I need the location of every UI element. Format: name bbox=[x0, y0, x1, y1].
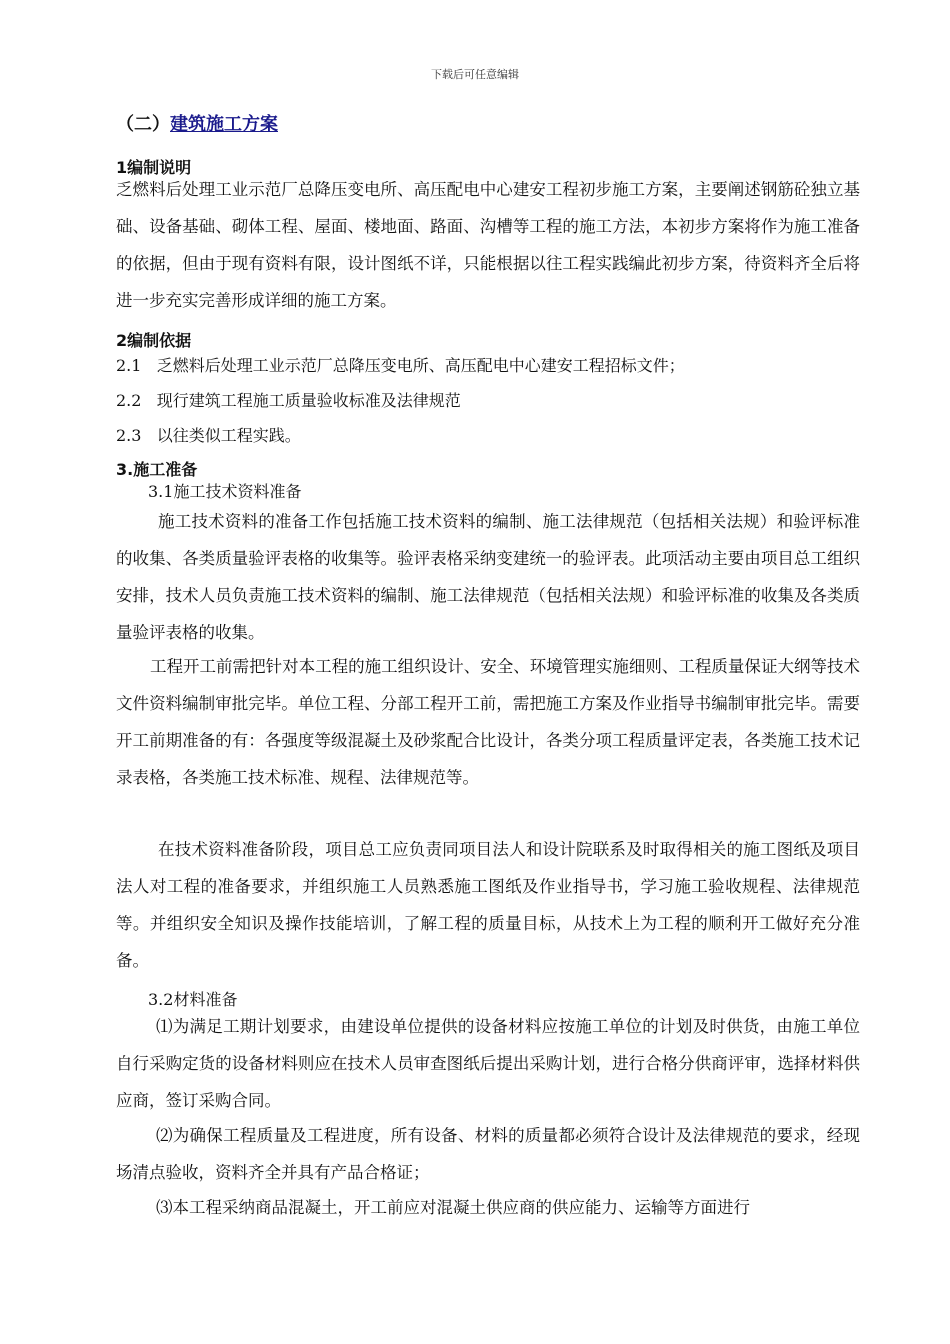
basis-item-2: 2.2 现行建筑工程施工质量验收标准及法律规范 bbox=[116, 391, 461, 410]
paragraph-3-1b: 工程开工前需把针对本工程的施工组织设计、安全、环境管理实施细则、工程质量保证大纲等技术文件资料编制审批完毕。单位工程、分部工程开工前，需把施工方案及作业指导书编制审批完毕。需要开工前期准备的有：各强度等级混凝土及砂浆配合比设计，各类分项工程质量评定表，各类施工技术记录表格，各类施工技术标准、规程、法律规范等。 bbox=[116, 657, 860, 787]
basis-item-3: 2.3 以往类似工程实践。 bbox=[116, 426, 301, 445]
paragraph-3-1a: 施工技术资料的准备工作包括施工技术资料的编制、施工法律规范（包括相关法规）和验评标准的收集、各类质量验评表格的收集等。验评表格采纳变建统一的验评表。此项活动主要由项目总工组织安排，技术人员负责施工技术资料的编制、施工法律规范（包括相关法规）和验评标准的收集及各类质量验评表格的收集。 bbox=[116, 512, 860, 642]
paragraph-1: 乏燃料后处理工业示范厂总降压变电所、高压配电中心建安工程初步施工方案，主要阐述钢筋砼独立基础、设备基础、砌体工程、屋面、楼地面、路面、沟槽等工程的施工方法，本初步方案将作为施工准备的依据，但由于现有资料有限，设计图纸不详，只能根据以往工程实践编此初步方案，待资料齐全后将进一步充实完善形成详细的施工方案。 bbox=[116, 180, 860, 310]
subheading-3-2: 3.2材料准备 bbox=[148, 990, 238, 1009]
material-item-3: ⑶本工程采纳商品混凝土，开工前应对混凝土供应商的供应能力、运输等方面进行 bbox=[156, 1198, 750, 1217]
heading-2: 2编制依据 bbox=[116, 331, 192, 350]
subheading-3-1: 3.1施工技术资料准备 bbox=[148, 482, 302, 501]
section-prefix: （二） bbox=[116, 114, 170, 135]
heading-1: 1编制说明 bbox=[116, 158, 192, 177]
basis-item-1: 2.1 乏燃料后处理工业示范厂总降压变电所、高压配电中心建安工程招标文件； bbox=[116, 356, 685, 375]
heading-3: 3.施工准备 bbox=[116, 460, 198, 479]
section-title bbox=[116, 110, 278, 136]
material-item-1: ⑴为满足工期计划要求，由建设单位提供的设备材料应按施工单位的计划及时供货，由施工单位自行采购定货的设备材料则应在技术人员审查图纸后提出采购计划，进行合格分供商评审，选择材料供应商，签订采购合同。 bbox=[116, 1017, 860, 1110]
material-item-2: ⑵为确保工程质量及工程进度，所有设备、材料的质量都必须符合设计及法律规范的要求，经现场清点验收，资料齐全并具有产品合格证； bbox=[116, 1126, 860, 1182]
header-note: 下载后可任意编辑 bbox=[431, 68, 519, 81]
paragraph-3-1c: 在技术资料准备阶段，项目总工应负责同项目法人和设计院联系及时取得相关的施工图纸及项目法人对工程的准备要求，并组织施工人员熟悉施工图纸及作业指导书，学习施工验收规程、法律规范等。并组织安全知识及操作技能培训，了解工程的质量目标，从技术上为工程的顺利开工做好充分准备。 bbox=[116, 840, 860, 970]
section-title-link[interactable]: 建筑施工方案 bbox=[170, 114, 278, 135]
